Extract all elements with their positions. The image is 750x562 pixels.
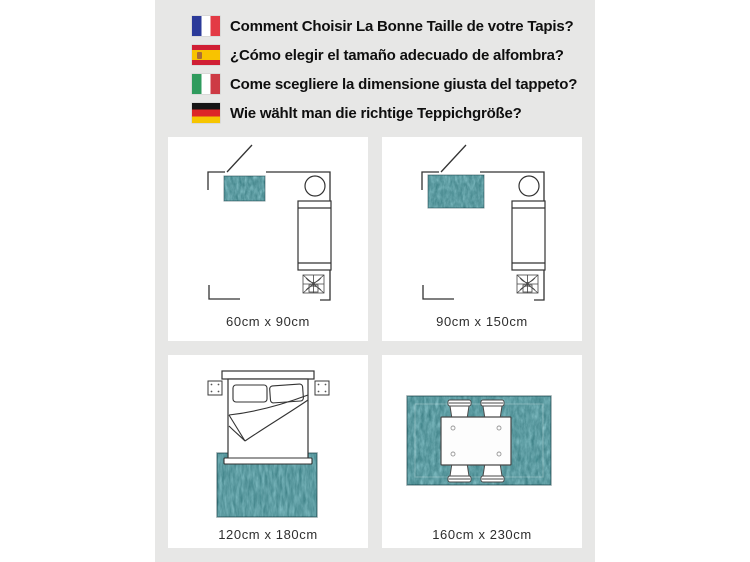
pillow	[269, 384, 303, 403]
header-question-italian: Come scegliere la dimensione giusta del tappeto?	[230, 75, 578, 93]
header-question-german: Wie wählt man die richtige Teppichgröße?	[230, 104, 522, 122]
pillow	[233, 385, 267, 402]
header-row-spanish	[192, 45, 564, 65]
rug-graphic	[224, 176, 265, 201]
rug-size-label: 160cm x 230cm	[432, 527, 532, 542]
panel-rug-160x230	[382, 355, 582, 548]
living-room-floorplan-svg	[168, 137, 368, 341]
nightstand-left	[208, 381, 222, 395]
plant-graphic	[303, 275, 324, 293]
plant-graphic	[517, 275, 538, 293]
infographic-canvas	[155, 0, 595, 562]
door-swing-line	[441, 145, 466, 172]
chair-graphic	[448, 463, 471, 482]
rug-graphic	[428, 175, 484, 208]
header-row-german	[192, 103, 522, 123]
dining-table-graphic	[441, 417, 511, 465]
chair-graphic	[481, 400, 504, 419]
panel-rug-90x150	[382, 137, 582, 341]
sofa-graphic	[298, 201, 331, 270]
sofa-graphic	[512, 201, 545, 270]
france-flag-icon	[192, 16, 220, 36]
header-row-french	[192, 16, 573, 36]
header-question-french: Comment Choisir La Bonne Taille de votre Tapis?	[230, 17, 574, 35]
living-room-floorplan-svg	[382, 137, 582, 341]
rug-size-label: 90cm x 150cm	[436, 314, 528, 329]
door-swing-line	[227, 145, 252, 172]
spain-flag-icon	[192, 45, 220, 65]
chair-graphic	[481, 463, 504, 482]
header-row-italian	[192, 74, 577, 94]
footboard	[224, 458, 312, 464]
chair-graphic	[448, 400, 471, 419]
germany-flag-icon	[192, 103, 220, 123]
nightstand-right	[315, 381, 329, 395]
rug-size-label: 120cm x 180cm	[218, 527, 318, 542]
panel-rug-120x180	[168, 355, 368, 548]
bed-graphic	[222, 371, 314, 464]
headboard	[222, 371, 314, 379]
panel-rug-60x90	[168, 137, 368, 341]
side-table-graphic	[519, 176, 539, 196]
bedroom-diagram-svg	[168, 355, 368, 548]
dining-diagram-svg	[382, 355, 582, 548]
side-table-graphic	[305, 176, 325, 196]
rug-size-label: 60cm x 90cm	[226, 314, 310, 329]
header-question-spanish: ¿Cómo elegir el tamaño adecuado de alfombra?	[230, 46, 564, 64]
italy-flag-icon	[192, 74, 220, 94]
